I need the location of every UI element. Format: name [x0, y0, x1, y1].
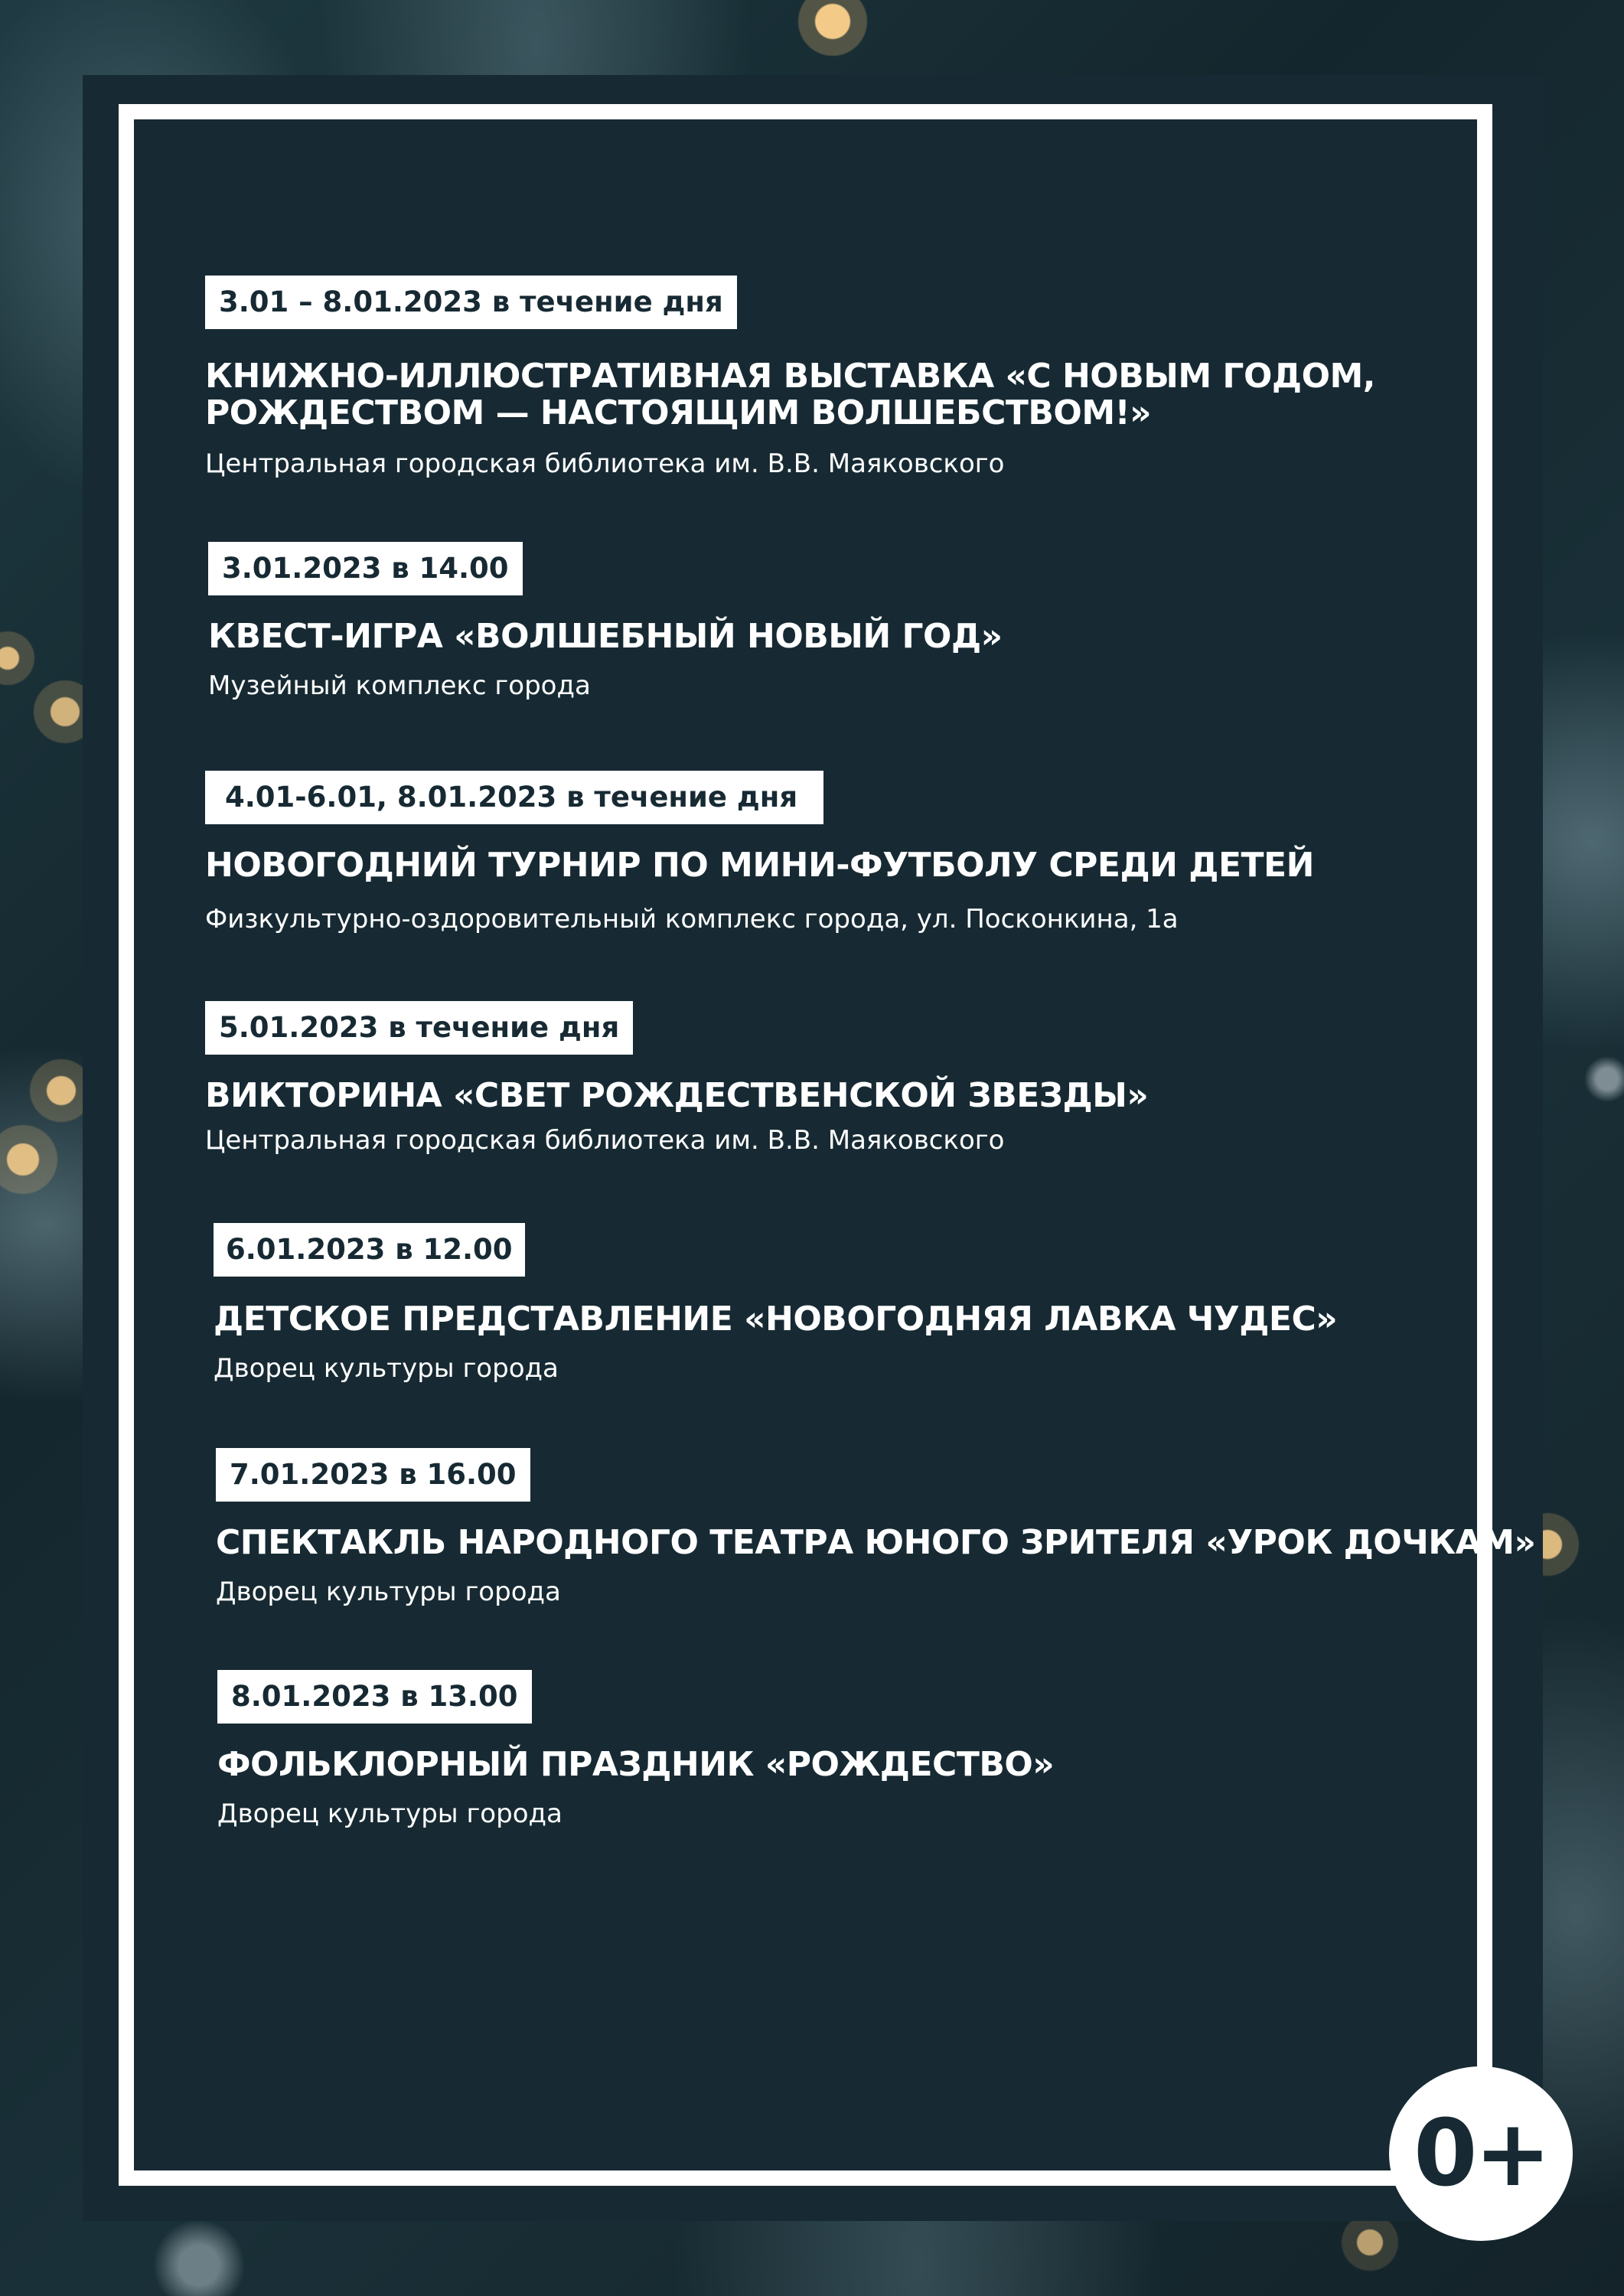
event-venue: Дворец культуры города [216, 1577, 561, 1607]
event-venue: Музейный комплекс города [208, 670, 591, 701]
event-title: ФОЛЬКЛОРНЫЙ ПРАЗДНИК «РОЖДЕСТВО» [217, 1745, 1055, 1784]
event-item [216, 1448, 1536, 1607]
event-title: ДЕТСКОЕ ПРЕДСТАВЛЕНИЕ «НОВОГОДНЯЯ ЛАВКА ЧУДЕС» [214, 1300, 1338, 1339]
event-date: 5.01.2023 в течение дня [205, 1001, 633, 1055]
event-title: КВЕСТ-ИГРА «ВОЛШЕБНЫЙ НОВЫЙ ГОД» [208, 617, 1003, 656]
event-item [214, 1223, 1476, 1384]
event-date: 4.01-6.01, 8.01.2023 в течение дня [205, 771, 823, 824]
event-date: 7.01.2023 в 16.00 [216, 1448, 530, 1502]
event-venue: Дворец культуры города [214, 1353, 559, 1384]
event-date: 8.01.2023 в 13.00 [217, 1670, 532, 1724]
event-date: 3.01.2023 в 14.00 [208, 542, 523, 595]
event-item [205, 276, 1468, 479]
event-venue: Физкультурно-оздоровительный комплекс города, ул. Посконкина, 1а [205, 904, 1179, 934]
event-title: НОВОГОДНИЙ ТУРНИР ПО МИНИ-ФУТБОЛУ СРЕДИ ДЕТЕЙ [205, 846, 1314, 885]
event-item [205, 771, 1468, 934]
event-venue: Дворец культуры города [217, 1799, 563, 1829]
event-title: СПЕКТАКЛЬ НАРОДНОГО ТЕАТРА ЮНОГО ЗРИТЕЛЯ «УРОК ДОЧКАМ» [216, 1523, 1536, 1562]
event-date: 6.01.2023 в 12.00 [214, 1223, 525, 1277]
event-title: КНИЖНО-ИЛЛЮСТРАТИВНАЯ ВЫСТАВКА «С НОВЫМ ГОДОМ, [205, 357, 1375, 396]
age-rating-badge: 0+ [1389, 2066, 1573, 2241]
event-item [217, 1670, 1480, 1829]
event-venue: Центральная городская библиотека им. В.В. Маяковского [205, 448, 1005, 479]
event-date: 3.01 – 8.01.2023 в течение дня [205, 276, 737, 329]
event-item [208, 542, 1471, 701]
event-venue: Центральная городская библиотека им. В.В. Маяковского [205, 1125, 1005, 1156]
event-title: ВИКТОРИНА «СВЕТ РОЖДЕСТВЕНСКОЙ ЗВЕЗДЫ» [205, 1076, 1149, 1115]
event-item [205, 1001, 1468, 1156]
event-title-line2: РОЖДЕСТВОМ — НАСТОЯЩИМ ВОЛШЕБСТВОМ!» [205, 393, 1152, 432]
